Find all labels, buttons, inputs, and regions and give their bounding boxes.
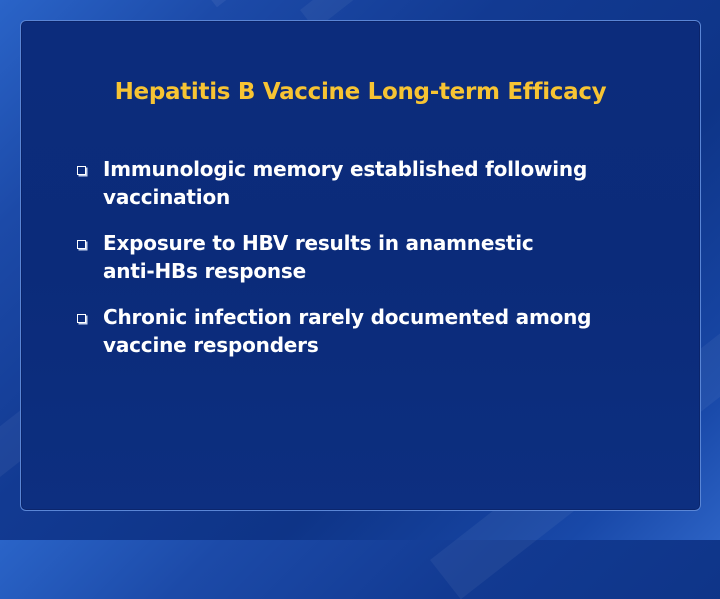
- bullet-line: Chronic infection rarely documented among: [103, 305, 592, 329]
- bullet-text: [103, 303, 657, 359]
- bullet-text: [103, 229, 657, 285]
- square-bullet-icon: [77, 166, 86, 175]
- bullet-text: [103, 155, 657, 211]
- square-bullet-icon: [77, 240, 86, 249]
- slide-title: Hepatitis B Vaccine Long-term Efficacy: [114, 79, 607, 105]
- bullet-line: Immunologic memory established following: [103, 157, 588, 181]
- bullet-item: [77, 229, 657, 285]
- bullet-item: [77, 303, 657, 359]
- bullet-line: Exposure to HBV results in anamnestic: [103, 231, 534, 255]
- bullet-list: [77, 155, 657, 377]
- bullet-line: vaccine responders: [103, 333, 319, 357]
- square-bullet-icon: [77, 314, 86, 323]
- bullet-line: vaccination: [103, 185, 231, 209]
- bullet-line: anti-HBs response: [103, 259, 306, 283]
- bullet-item: [77, 155, 657, 211]
- slide-content-panel: [20, 20, 701, 511]
- background-streak: [180, 0, 720, 7]
